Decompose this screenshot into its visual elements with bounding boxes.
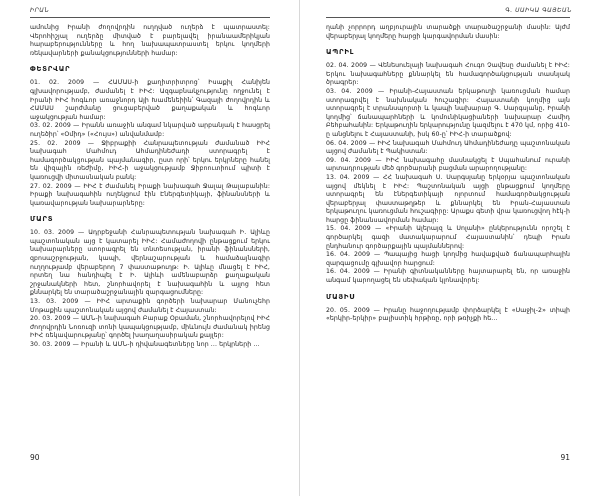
chronology-entry [326, 140, 570, 157]
header-rule [326, 17, 570, 18]
section-heading-february: ՓԵՏՐՎԱՐ [30, 65, 71, 74]
entry-text: — ԻԻՀ է ժամանել Իրաքի նախագահ Ջալալ Թալաբանին: Իրաքի նախագահին ուղեկցում էին Էներգետիկայի, ֆինանսների և կառավարության նախարարները: [30, 182, 271, 207]
entry-text: — Իրանի-Հայաստան երկաթուղի կառուցման համար ստորագրվել է նախնական հուշագիր: Հայաստանի կողմից այն ստորագրել է տրանսպորտի և կապի նախարար Գ. Սարգսյանը, Իրանի կողմից՝ ճանապարհների և կոմունիկացիաների նախարար Համիդ Բեհբահանին: Երկաթուղին երկարությունը կազմելու է 470 կմ, որից 410-ը անցնելու է Հայաստանի, իսկ 60-ը՝ ԻԻՀ-ի տարածքով: [326, 87, 570, 138]
page-number: 91 [560, 453, 570, 462]
entry-date: 20. 03. 2009 [30, 315, 71, 323]
entry-date: 09. 04. 2009 [326, 156, 372, 164]
running-head: Գ. ՍԱԻԿԱ ԳԱՅԵԱՆ [505, 7, 572, 14]
entry-text: — ՀՀ նախագահ Ս. Սարգսյանը երկօրյա պաշտոնական այցով մեկնել է ԻԻՀ: Պաշտոնական այցի ընթացքում կողմերը ստորագրել են էներգետիկայի ոլորտում համագործակցության վերաբերյալ փաստաթղթեր և քննարկել են Իրան-Հայաստան երկաթուղու կառուցման հուշագիրը: Արաքս գետի վրա կառուցվող հէկ-ի հարցը ֆինանսավորման համար: [326, 173, 571, 224]
entry-date: 03. 02. 2009 [30, 122, 71, 130]
entry-text: — ԻԻՀ նախագահը մասնակցել է Սպահանում ուրանի արտադրության մեծ գործարանի բացման արարողությանը: [326, 156, 570, 173]
entry-date: 13. 04. 2009 [326, 173, 370, 181]
chronology-entry [30, 183, 270, 209]
section-heading-march: ՄԱՐՏ [30, 215, 54, 224]
entry-date: 20. 05. 2009 [326, 306, 370, 314]
chronology-entry [326, 88, 570, 140]
entry-date: 01. 02. 2009 [30, 79, 85, 87]
chronology-entry [326, 251, 570, 268]
entry-date: 06. 04. 2009 [326, 139, 367, 147]
chronology-entry [30, 229, 270, 298]
entry-text: — ՀԱՄԱՍ-ի քաղիտրիտրոց՝ Իսաքիլ Հանիյեն գլխավորությամբ, ժամանել է ԻԻՀ: Ազգաբնակչությունը ողջունել է Իրանի ԻԻՀ հոգևոր առաջնորդ Այի Խամենեիին՝ Գազայի ժողովրդին և ՀԱՄԱՍ շարժմանը ցուցաբերված քաղաքական և հոգևոր աջակցության համար: [30, 79, 271, 121]
entry-date: 16. 04. 2009 [326, 268, 370, 276]
chronology-entry [326, 268, 570, 285]
text-column [326, 24, 570, 324]
entry-text: — «Իրանի Ալերայզ և Սոլանի» ընկերությունն որոշել է գործարկել գազի մատակարարում Հայաստանին՝ դեպի Իրան ընդհանուր գործարքային պայմաններով: [326, 225, 571, 250]
chronology-entry [30, 140, 270, 183]
running-head: ԻՐԱՆ [30, 7, 50, 14]
intro-paragraph: ամունից Իրանի ժողովրդին ուղղված ուղերձ է պատրաստել: Վերոհիշյալ ուղերձը միտված է բարելավել իրանաամերիկյան հարաբերությունները և հող նախապատրաստել երկու կողմերի ռեկավարների քանակցությունների համար: [30, 24, 270, 57]
chronology-entry [326, 174, 570, 226]
entry-text: — Ադրբեջանի Հանրապետության նախագահ Ի. Ալիևը պաշտոնական այց է կատարել ԻԻՀ: Համաժողովի ընթացքում երկու նախարարները ստորագրել են տնտեսության, իրանի ֆինանսների, զբոսաշրջության, կապի, վերնաշարության և համաձայնագիր ուղղությամբ վերաբերող 7 փաստաթուղթ: Ի. Ալիևը մնացել է ԻԻՀ, որտեղ նա հանդիպել է Ի. Ալիևի ամենաբարձր քաղաքական շրջանակների հետ, շնորհավորել է նախագահին և այլոց հետ քննարկել են տարածաշրջանային զարգացումները: [30, 229, 270, 297]
entry-text: — Ջիբրաքիի Հանրապետության ժամանած ԻԻՀ նախագահ Մահմուդ Ահմադինեժադի ստորագրել է համագործակցության պայմանագիր, ըստ որի՝ երկու երկրները հանել են վիզային ռեժիմը, ԻԻՀ-ի աջակցությամբ Ջիբոուտիում պիտի է կառուցվի միտասնական բանկ: [30, 139, 271, 181]
chronology-entry [30, 79, 270, 122]
chronology-entry [326, 225, 570, 251]
chronology-entry [30, 122, 270, 139]
entry-date: 10. 03. 2009 [30, 229, 75, 237]
entry-date: 25. 02. 2009 [30, 139, 81, 147]
chronology-entry [326, 62, 570, 88]
entry-date: 16. 04. 2009 [326, 251, 371, 259]
entry-date: 27. 02. 2009 [30, 182, 72, 190]
entry-text: — Իրանի և ԱՄՆ-ի դիվանագետները նոր ... երկրների ... [72, 341, 260, 348]
entry-date: 03. 04. 2009 [326, 87, 373, 95]
chronology-entry [30, 298, 270, 315]
entry-text: — ԻԻՀ արտաքին գործերի նախարար Մանուչեհր Մոթաքին պաշտոնական այցով ժամանել է Հայաստան: [30, 298, 270, 314]
section-heading-may: ՄԱՅԻՍ [326, 292, 356, 301]
entry-text: — Վենեսուելայի նախագահ Հուգո Չավեսը ժամանել է ԻԻՀ: Երկու նախագահները քննարկել են համագործակցության տասնյակ ծրագրեր: [326, 62, 570, 87]
entry-date: 30. 03. 2009 [30, 341, 71, 348]
entry-text: — ԱՄՆ-ի նախագահ Բարաք Օբաման, շնորհավորելով ԻԻՀ ժողովրդին Նոռուզի տոնի կապակցությամբ, միևնույն ժամանակ իրենց ԻԻՀ ռեկավարությանը՝ գործել խաղաղասիրական քայլեր: [30, 315, 270, 340]
entry-date: 15. 04. 2009 [326, 225, 371, 233]
entry-text: — ԻԻՀ նախագահ Մահմուդ Ահմադինեժադը պաշտոնական այցով ժամանել է Պակիստան: [326, 139, 570, 156]
chronology-entry [326, 157, 570, 174]
text-column [30, 24, 270, 350]
header-rule [30, 17, 270, 18]
chronology-entry [30, 315, 270, 341]
page-number: 90 [30, 453, 40, 462]
entry-text: — Իրանի գիտնականները հայտարարել են, որ առաջին անգամ կարողացել են սեփական կլոնավորել: [326, 268, 570, 285]
entry-text: — Իրանն առաջին անգամ նկարված արբանյակ է հասցրել ուղեծիր՝ «Օմիդ» («Հույս») անվանմամբ: [30, 122, 270, 138]
chronology-entry [326, 307, 570, 324]
entry-text: — Իրանը հաջողությամբ փորձարկել է «Սաջիլ-2» տիպի «երկիր-երկիր» բալիստիկ հրթիռը, որի թռիչքի հե... [326, 306, 571, 323]
entry-date: 02. 04. 2009 [326, 62, 368, 70]
entry-date: 13. 03. 2009 [30, 298, 79, 306]
entry-text: — Պապայից հացի կողմից հավաքված ճանապարհային զարգացումը գլխավոր հարցում: [326, 251, 570, 267]
right-page [300, 0, 600, 496]
intro-paragraph: ղանի չորրորդ աղբյուրային տարածքի տարածաշրջանի մասին: Այժմ վերաբերյալ կողմերը հարցի կարգավորման մասին: [326, 24, 570, 40]
section-heading-april: ԱՊՐԻԼ [326, 48, 355, 57]
chronology-entry [30, 341, 270, 350]
